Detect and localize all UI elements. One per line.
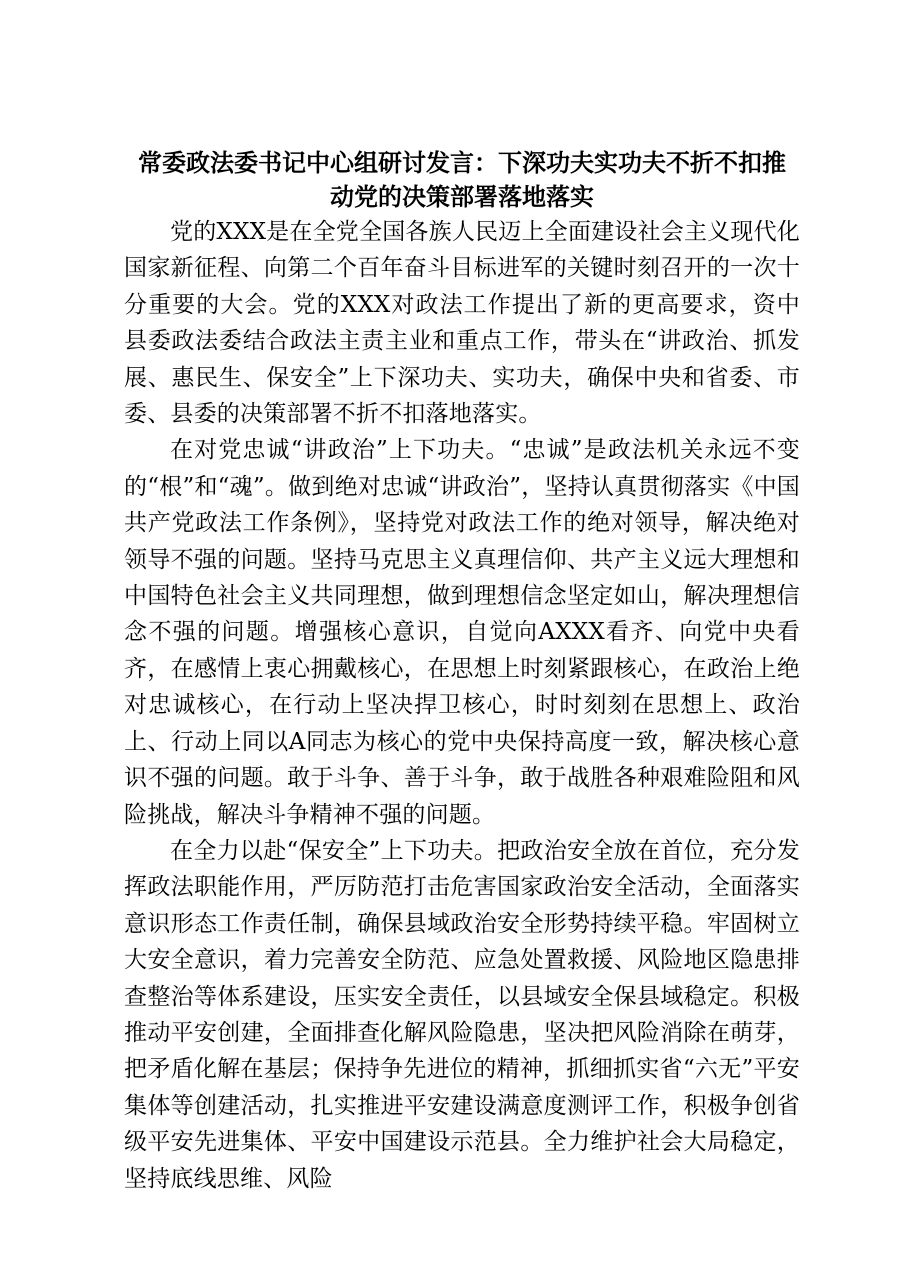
- title-line-1: 常委政法委书记中心组研讨发言：下深功夫实功夫不折不扣推: [138, 148, 786, 177]
- document-page: [124, 146, 800, 1197]
- paragraph-loyalty: 在对党忠诚“讲政治”上下功夫。“忠诚”是政法机关永远不变的“根”和“魂”。做到绝对忠诚“讲政治”，坚持认真贯彻落实《中国共产党政法工作条例》，坚持党对政法工作的绝对领导，解决绝对领导不强的问题。坚持马克思主义真理信仰、共产主义远大理想和中国特色社会主义共同理想，做到理想信念坚定如山，解决理想信念不强的问题。增强核心意识，自觉向AXXX看齐、向党中央看齐，在感情上衷心拥戴核心，在思想上时刻紧跟核心，在政治上绝对忠诚核心，在行动上坚决捍卫核心，时时刻刻在思想上、政治上、行动上同以A同志为核心的党中央保持高度一致，解决核心意识不强的问题。敢于斗争、善于斗争，敢于战胜各种艰难险阻和风险挑战，解决斗争精神不强的问题。: [124, 437, 800, 828]
- paragraph-intro: 党的XXX是在全党全国各族人民迈上全面建设社会主义现代化国家新征程、向第二个百年奋斗目标进军的关键时刻召开的一次十分重要的大会。党的XXX对政法工作提出了新的更高要求，资中县委政法委结合政法主责主业和重点工作，带头在“讲政治、抓发展、惠民生、保安全”上下深功夫、实功夫，确保中央和省委、市委、县委的决策部署不折不扣落地落实。: [124, 219, 800, 428]
- title-line-2: 动党的决策部署落地落实: [330, 182, 594, 211]
- paragraph-security: 在全力以赴“保安全”上下功夫。把政治安全放在首位，充分发挥政法职能作用，严厉防范打击危害国家政治安全活动，全面落实意识形态工作责任制，确保县域政治安全形势持续平稳。牢固树立大安全意识，着力完善安全防范、应急处置救援、风险地区隐患排查整治等体系建设，压实安全责任，以县域安全保县域稳定。积极推动平安创建，全面排查化解风险隐患，坚决把风险消除在萌芽，把矛盾化解在基层；保持争先进位的精神，抓细抓实省“六无”平安集体等创建活动，扎实推进平安建设满意度测评工作，积极争创省级平安先进集体、平安中国建设示范县。全力维护社会大局稳定，坚持底线思维、风险: [124, 837, 800, 1192]
- document-title: [124, 146, 800, 214]
